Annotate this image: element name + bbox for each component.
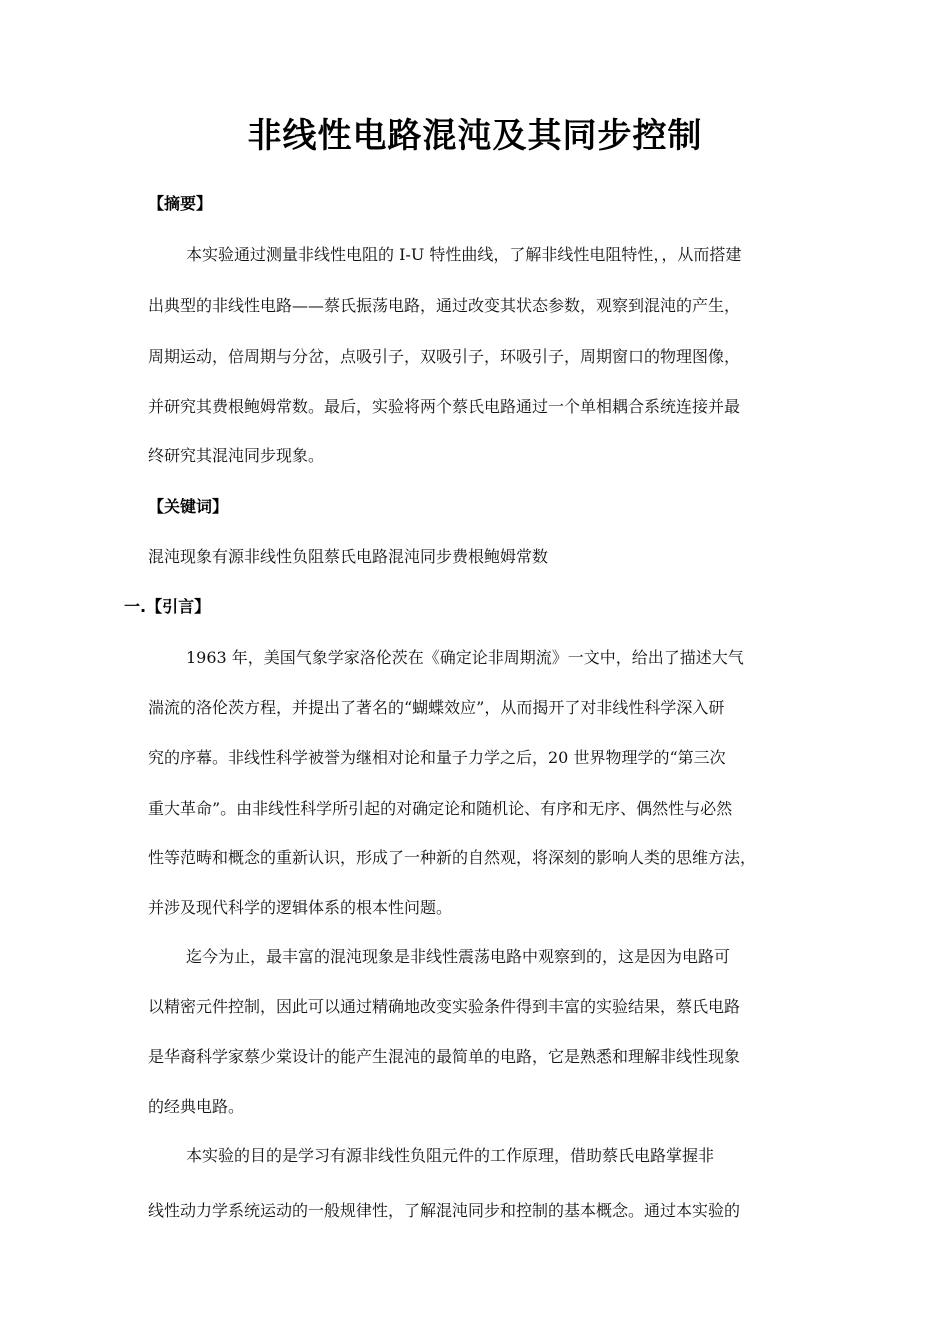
intro-para1-line: 湍流的洛伦茨方程，并提出了著名的“蝴蝶效应”，从而揭开了对非线性科学深入研 [148,698,725,717]
abstract-line: 周期运动，倍周期与分岔，点吸引子，双吸引子，环吸引子，周期窗口的物理图像， [148,347,741,366]
intro-heading: 一.【引言】 [124,597,211,616]
intro-para1-line: 1963 年，美国气象学家洛伦茨在《确定论非周期流》一文中，给出了描述大气 [186,648,744,667]
intro-para1-line: 重大革命”。由非线性科学所引起的对确定论和随机论、有序和无序、偶然性与必然 [148,799,733,818]
abstract-line: 并研究其费根鲍姆常数。最后，实验将两个蔡氏电路通过一个单相耦合系统连接并最 [148,397,741,416]
intro-para1-line: 并涉及现代科学的逻辑体系的根本性问题。 [148,898,453,917]
document-title: 非线性电路混沌及其同步控制 [247,116,703,156]
abstract-line: 终研究其混沌同步现象。 [148,446,325,465]
abstract-line: 本实验通过测量非线性电阻的 I-U 特性曲线，了解非线性电阻特性，，从而搭建 [186,245,742,264]
intro-para2-line: 是华裔科学家蔡少棠设计的能产生混沌的最简单的电路，它是熟悉和理解非线性现象 [148,1047,741,1066]
keywords-text: 混沌现象有源非线性负阻蔡氏电路混沌同步费根鲍姆常数 [148,547,549,566]
intro-para3-line: 线性动力学系统运动的一般规律性，了解混沌同步和控制的基本概念。通过本实验的 [148,1201,741,1220]
abstract-heading: 【摘要】 [148,194,213,213]
abstract-line: 出典型的非线性电路——蔡氏振荡电路，通过改变其状态参数，观察到混沌的产生， [148,296,741,315]
intro-para2-line: 迄今为止，最丰富的混沌现象是非线性震荡电路中观察到的，这是因为电路可 [186,947,731,966]
intro-para3-line: 本实验的目的是学习有源非线性负阻元件的工作原理，借助蔡氏电路掌握非 [186,1146,715,1165]
intro-para1-line: 性等范畴和概念的重新认识，形成了一种新的自然观，将深刻的影响人类的思维方法， [148,848,757,867]
intro-para1-line: 究的序幕。非线性科学被誉为继相对论和量子力学之后，20 世界物理学的“第三次 [148,748,726,767]
intro-para2-line: 以精密元件控制，因此可以通过精确地改变实验条件得到丰富的实验结果，蔡氏电路 [148,997,741,1016]
keywords-heading: 【关键词】 [148,497,229,516]
intro-para2-line: 的经典电路。 [148,1097,245,1116]
